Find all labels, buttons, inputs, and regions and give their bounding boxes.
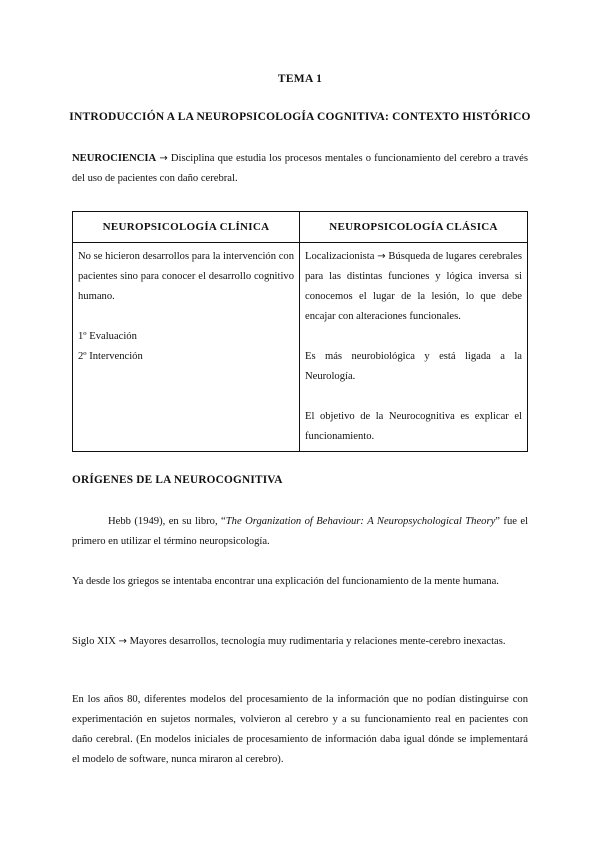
table-header-clinica: NEUROPSICOLOGÍA CLÍNICA [73,212,300,243]
clasica-paragraph-2: Es más neurobiológica y está ligada a la Neurología. [305,351,522,382]
hebb-post: ” fue el primero en utilizar el término neuropsicología. [72,516,529,547]
clinica-paragraph: No se hicieron desarrollos para la intervención con pacientes sino para conocer el desarrollo cognitivo humano. [78,251,294,302]
list-item-intervencion: 2º Intervención [78,351,143,362]
arrow-icon: → [118,636,127,647]
hebb-paragraph [72,512,528,552]
section-heading: ORÍGENES DE LA NEUROCOGNITIVA [72,474,283,486]
clasica-text: Búsqueda de lugares cerebrales para las distintas funciones y lógica inversa si conocemos el lugar de la lesión, lo que debe encajar con alteraciones funcionales. [305,251,522,322]
table-cell-clasica [300,243,528,452]
eighties-paragraph: En los años 80, diferentes modelos del procesamiento de la información que no podían distinguirse con experimentación en sujetos normales, volvieron al cerebro y a su funcionamiento real en pacientes con daño cerebral. (En modelos iniciales de procesamiento de información daba igual dónde se implementará el modelo de software, nunca miraron al cerebro). [72,694,528,765]
document-title: TEMA 1 [277,73,323,85]
xix-term: Siglo XIX [72,636,116,647]
definition-term: NEUROCIENCIA [72,153,157,164]
arrow-icon: → [377,251,386,262]
definition-paragraph [72,149,528,189]
hebb-pre: Hebb (1949), en su libro, “ [108,516,226,527]
table-header-clasica: NEUROPSICOLOGÍA CLÁSICA [300,212,528,243]
list-item-evaluacion: 1º Evaluación [78,331,137,342]
document-subtitle: INTRODUCCIÓN A LA NEUROPSICOLOGÍA COGNITIVA: CONTEXTO HISTÓRICO [69,111,531,123]
xix-paragraph [72,632,528,652]
table-cell-clinica [73,243,300,452]
greeks-paragraph: Ya desde los griegos se intentaba encontrar una explicación del funcionamiento de la mente humana. [72,576,499,587]
clasica-paragraph-3: El objetivo de la Neurocognitiva es explicar el funcionamiento. [305,411,522,442]
clasica-paragraph-1 [305,247,522,327]
xix-text: Mayores desarrollos, tecnología muy rudimentaria y relaciones mente-cerebro inexactas. [129,636,506,647]
comparison-table [72,211,528,452]
clasica-term: Localizacionista [305,251,375,262]
hebb-book-title: The Organization of Behaviour: A Neuropsychological Theory [225,516,496,527]
definition-text: Disciplina que estudia los procesos mentales o funcionamiento del cerebro a través del uso de pacientes con daño cerebral. [72,153,528,184]
arrow-icon: → [159,153,168,164]
